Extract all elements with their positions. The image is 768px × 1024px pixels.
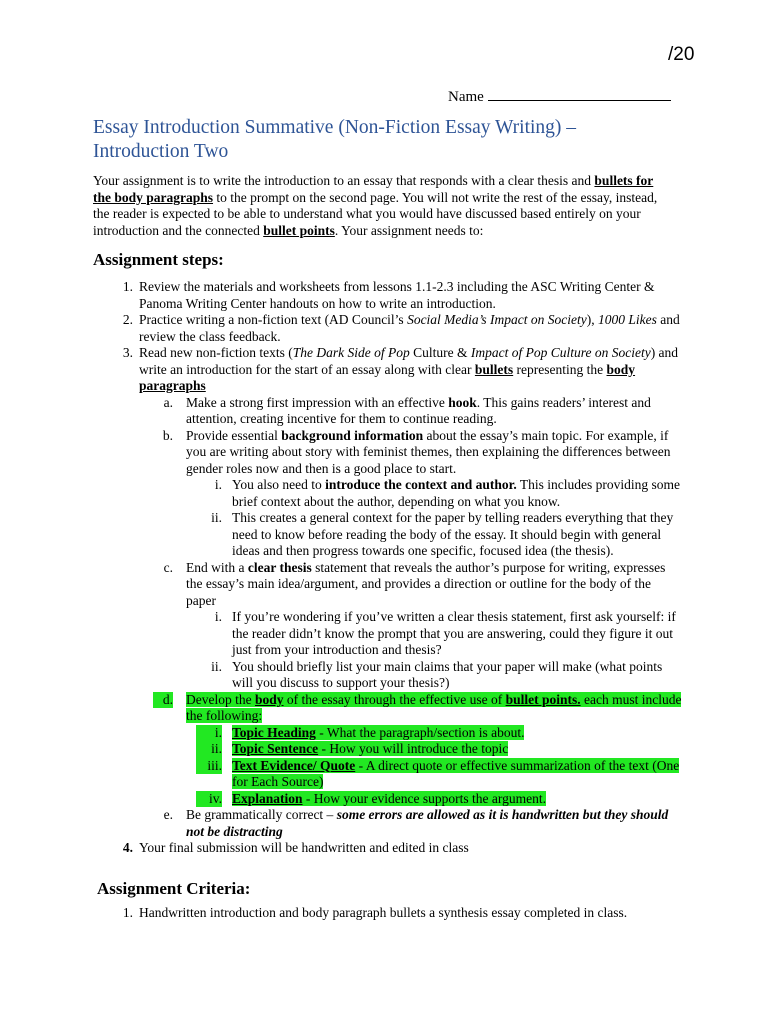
substep-d-ii <box>93 741 683 758</box>
step-4 <box>93 840 683 857</box>
substep-b-i <box>93 477 683 510</box>
substep-text: about the essay’s main topic. For example, if you are writing about story with feminist themes, then explaining the differences between gender roles now and then is a good place to start. <box>186 427 671 476</box>
step-text: Culture & <box>409 345 471 360</box>
intro-emphasis-bullet-points: bullet points <box>263 222 335 238</box>
substep-text: - What the paragraph/section is about. <box>315 724 525 740</box>
substep-text: You should briefly list your main claims that your paper will make (what points will you discuss to support your thesis?) <box>232 658 663 690</box>
name-label: Name <box>448 89 484 105</box>
step-text-italic: Social Media’s Impact on Society <box>407 312 587 327</box>
substep-text: each must include the following: <box>186 691 682 723</box>
list-marker: 4. <box>122 840 133 855</box>
substep-text: Provide essential <box>186 427 282 443</box>
substep-text-bold: introduce the context and author. <box>325 477 517 492</box>
highlighted-text <box>232 791 546 806</box>
list-marker: 3. <box>122 345 133 360</box>
substep-text: If you’re wondering if you’ve written a clear thesis statement, first ask yourself: if the reader didn’t know the prompt that you are answering, could they figure it out just from your introduction and thesis? <box>232 609 676 657</box>
substep-text-emphasis: body <box>254 691 284 707</box>
steps-list <box>93 279 683 857</box>
step-text-emphasis: body paragraphs <box>139 361 636 393</box>
score-label: /20 <box>668 44 695 65</box>
substep-c-i <box>93 609 683 659</box>
step-3 <box>93 345 683 395</box>
step-text: Practice writing a non-fiction text (AD Council’s <box>139 312 408 327</box>
substep-text: - How your evidence supports the argument. <box>302 790 546 806</box>
document-title: Essay Introduction Summative (Non-Fiction Essay Writing) – Introduction Two <box>93 117 577 162</box>
criteria-list <box>93 905 683 922</box>
highlighted-text <box>232 758 679 790</box>
substep-text: - A direct quote or effective summarization of the text (One for Each Source) <box>232 757 680 789</box>
substep-d-iv <box>93 791 683 808</box>
substep-d-iii <box>93 758 683 791</box>
substep-d <box>93 692 683 725</box>
substep-text: Develop the <box>186 691 255 707</box>
list-marker: ii. <box>196 741 222 758</box>
list-marker: iii. <box>196 758 222 775</box>
substep-text: You also need to <box>232 477 326 492</box>
substep-b <box>93 428 683 478</box>
criteria-text: Handwritten introduction and body paragraph bullets a synthesis essay completed in class. <box>139 905 628 920</box>
substep-text-bold-italic: some errors are allowed as it is handwritten but they should not be distracting <box>186 807 669 839</box>
substep-text-bold: hook <box>448 394 477 410</box>
substep-text: statement that reveals the author’s purpose for writing, expresses the essay’s main idea/argument, and provides a direction or outline for the body of the paper <box>186 559 666 608</box>
substep-c-ii <box>93 659 683 692</box>
list-marker: ii. <box>211 510 222 525</box>
intro-text: . Your assignment needs to: <box>334 222 484 238</box>
list-marker: 2. <box>122 312 133 327</box>
list-marker: 1. <box>122 905 133 920</box>
highlighted-text <box>186 692 681 724</box>
highlighted-text <box>232 725 524 740</box>
substep-a <box>93 395 683 428</box>
step-text-italic: Impact of Pop Culture on Society <box>470 345 651 360</box>
list-marker: ii. <box>211 658 222 674</box>
step-text: ), <box>586 312 599 327</box>
substep-text: End with a <box>186 559 248 575</box>
substep-text-emphasis: Topic Sentence <box>232 741 319 756</box>
step-text: Read new non-fiction texts ( <box>139 345 293 360</box>
substep-d-i <box>93 725 683 742</box>
intro-text: to the prompt on the second page. You will not write the rest of the essay, instead, the reader is expected to be able to understand what you would have discussed based entirely on your introduction and the connected <box>93 189 658 238</box>
substep-text: - How you will introduce the topic <box>318 741 509 756</box>
list-marker: b. <box>162 427 173 443</box>
step-text: Your final submission will be handwritten and edited in class <box>139 840 469 855</box>
list-marker: iv. <box>196 791 222 808</box>
substep-text: This includes providing some brief context about the author, depending on what you know. <box>232 477 681 509</box>
substep-e <box>93 807 683 840</box>
substep-text: This creates a general context for the paper by telling readers everything that they need to know before reading the body of the essay. It should begin with general ideas and then progress towards one specific, focused idea (the thesis). <box>232 510 674 558</box>
step-text: and review the class feedback. <box>139 312 680 344</box>
substep-text-bold: clear thesis <box>247 559 312 575</box>
list-marker: i. <box>214 477 222 492</box>
substep-text: . This gains readers’ interest and attention, creating incentive for them to continue reading. <box>186 394 651 426</box>
list-marker: d. <box>153 692 173 709</box>
substep-b-ii <box>93 510 683 560</box>
list-marker: e. <box>163 807 173 822</box>
highlighted-text <box>232 741 508 756</box>
steps-heading: Assignment steps: <box>93 250 224 269</box>
substep-text-emphasis: Text Evidence/ Quote <box>232 757 356 773</box>
step-text: Review the materials and worksheets from lessons 1.1-2.3 including the ASC Writing Center & Panoma Writing Center handouts on how to write an introduction. <box>139 279 655 311</box>
step-text-emphasis: bullets <box>474 361 514 377</box>
list-marker: a. <box>163 394 173 410</box>
name-blank-line[interactable] <box>488 88 671 101</box>
substep-text-emphasis: bullet points. <box>505 691 581 707</box>
step-text: representing the <box>513 361 607 377</box>
substep-text-emphasis: Topic Heading <box>232 724 316 740</box>
step-1 <box>93 279 683 312</box>
intro-emphasis-bullets: bullets for the body paragraphs <box>93 173 654 205</box>
substep-text: of the essay through the effective use of <box>283 691 506 707</box>
list-marker: i. <box>196 725 222 742</box>
substep-text-emphasis: Explanation <box>232 790 303 806</box>
list-marker: i. <box>214 609 222 624</box>
list-marker: c. <box>163 559 173 575</box>
name-field[interactable] <box>448 88 671 106</box>
step-text: ) and write an introduction for the start of an essay along with clear <box>139 345 679 377</box>
intro-text: Your assignment is to write the introduction to an essay that responds with a clear thesis and <box>93 173 595 188</box>
substep-c <box>93 560 683 610</box>
criteria-1 <box>93 905 683 922</box>
criteria-heading: Assignment Criteria: <box>97 879 251 898</box>
substep-text: Make a strong first impression with an effective <box>186 394 449 410</box>
step-text-italic: 1000 Likes <box>598 312 657 327</box>
list-marker: 1. <box>122 279 133 294</box>
intro-paragraph <box>93 173 673 239</box>
substep-text-bold: background information <box>281 427 424 443</box>
step-2 <box>93 312 683 345</box>
substep-text: Be grammatically correct – <box>186 807 337 822</box>
step-text-italic: The Dark Side of Pop <box>292 345 410 360</box>
